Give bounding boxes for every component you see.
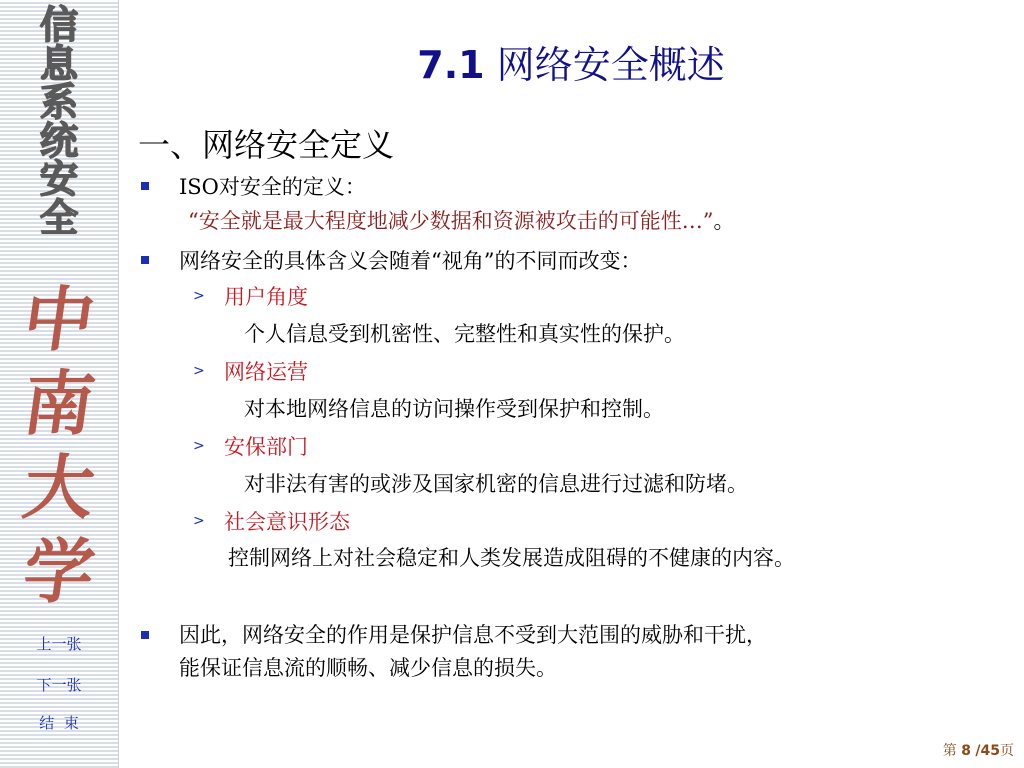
sidebar-title-char: 全 [39,195,78,240]
next-slide-link[interactable]: 下一张 [36,676,82,694]
network-ops-desc: 对本地网络信息的访问操作受到保护和控制。 [244,397,664,421]
iso-quote: “安全就是最大程度地减少数据和资源被攻击的可能性…” [188,209,714,233]
meaning-text: 网络安全的具体含义会随着“视角”的不同而改变： [179,249,642,273]
chevron-right-icon: > [193,363,205,379]
calligraphy-char: 学 [18,530,100,613]
page-separator: / [975,743,981,759]
end-show-link[interactable]: 结 束 [39,714,79,732]
slide-title [0,34,1024,89]
title-number: 7.1 [417,43,485,87]
section-heading: 一、网络安全定义 [138,126,395,164]
iso-quote-line [188,205,734,235]
network-ops-label: 网络运营 [224,360,308,384]
sidebar-title-char: 息 [39,41,78,86]
iso-quote-end: 。 [713,209,735,233]
conclusion-line-1: 因此，网络安全的作用是保护信息不受到大范围的威胁和干扰， [179,623,767,647]
chevron-right-icon: > [193,513,205,529]
social-ideology-desc: 控制网络上对社会稳定和人类发展造成阻碍的不健康的内容。 [228,546,795,570]
page-indicator [943,740,1014,760]
chevron-right-icon: > [193,288,205,304]
bullet-square-icon [141,256,149,264]
university-calligraphy-logo [0,278,118,614]
conclusion-line-2: 能保证信息流的顺畅、减少信息的损失。 [179,656,557,680]
sidebar [0,0,119,768]
bullet-square-icon [141,631,149,639]
security-dept-desc: 对非法有害的或涉及国家机密的信息进行过滤和防堵。 [244,472,748,496]
sidebar-title-char: 系 [39,80,78,124]
sidebar-title-char: 安 [39,157,78,201]
title-text: 网络安全概述 [496,43,725,87]
chevron-right-icon: > [193,438,205,454]
bullet-square-icon [141,182,149,190]
user-perspective-desc: 个人信息受到机密性、完整性和真实性的保护。 [244,322,685,346]
prev-slide-link[interactable]: 上一张 [36,635,82,653]
sidebar-title-char: 信 [39,3,78,47]
page-current: 8 [961,743,971,759]
calligraphy-char: 大 [18,446,100,529]
calligraphy-char: 南 [18,362,100,445]
sidebar-title-char: 统 [39,118,78,163]
iso-definition-label: ISO对安全的定义： [179,175,366,199]
calligraphy-char: 中 [18,278,100,361]
page-prefix: 第 [942,743,957,759]
page-total: 45 [980,743,1000,759]
page-suffix: 页 [1000,743,1014,759]
security-dept-label: 安保部门 [224,435,308,459]
user-perspective-label: 用户角度 [224,285,308,309]
social-ideology-label: 社会意识形态 [224,510,350,534]
